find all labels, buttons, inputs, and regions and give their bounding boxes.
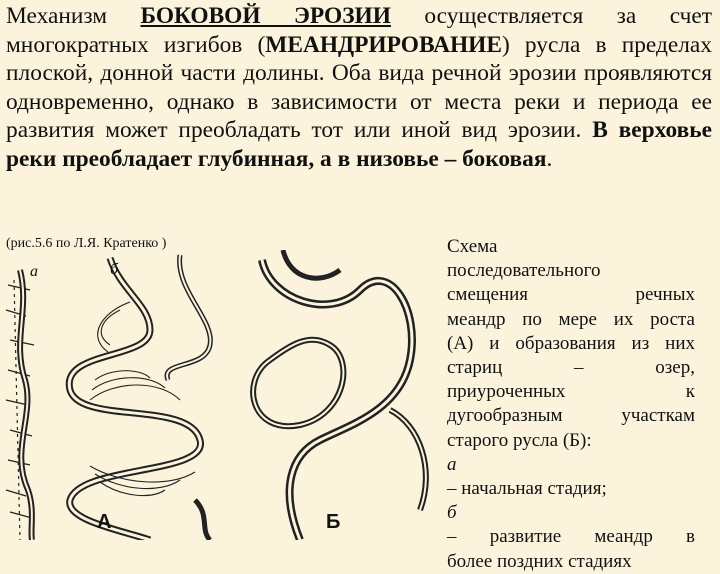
side-description bbox=[447, 235, 695, 574]
label-panel-B: Б bbox=[326, 511, 341, 533]
meander-diagram bbox=[0, 250, 440, 540]
side-line: (А) и образования из них bbox=[447, 332, 695, 354]
intro-paragraph bbox=[6, 2, 712, 173]
side-line bbox=[447, 501, 695, 549]
intro-text-1: Механизм bbox=[6, 3, 141, 29]
intro-text-2: осуществляется за счет многократных изгибов ( bbox=[6, 3, 712, 58]
stage-b-text: – развитие меандр в bbox=[447, 526, 695, 548]
panel-a bbox=[6, 255, 210, 540]
stage-a-marker: а bbox=[447, 453, 457, 475]
side-line: более поздних стадиях bbox=[447, 550, 632, 572]
side-line: дугообразным участкам bbox=[447, 405, 695, 427]
stage-b-marker: б bbox=[447, 502, 457, 524]
intro-text-3: ) русла в пределах плоской, донной части долины. Оба вида речной эрозии проявляются одновременно, однако в зависимости от места реки и периода ее развития может преобладать тот или иной вид эрозии. bbox=[6, 31, 713, 143]
river-stage-b-lower bbox=[195, 500, 210, 540]
panel-b bbox=[253, 250, 426, 540]
side-line: меандр по мере их роста bbox=[447, 308, 695, 330]
figure-caption: (рис.5.6 по Л.Я. Кратенко ) bbox=[6, 236, 167, 251]
side-line: стариц – озер, bbox=[447, 357, 695, 379]
label-panel-A: А bbox=[97, 511, 112, 533]
label-a-small: а bbox=[30, 263, 38, 280]
side-line: Схема bbox=[447, 236, 498, 257]
side-line: смещения речных bbox=[447, 284, 695, 306]
side-line: последовательного bbox=[447, 260, 601, 282]
label-b-small: б bbox=[110, 261, 119, 278]
term-meandering: МЕАНДРИРОВАНИЕ bbox=[265, 31, 502, 58]
side-line: старого русла (Б): bbox=[447, 429, 592, 451]
river-b-upper bbox=[283, 250, 340, 278]
side-line: приуроченных к bbox=[447, 381, 695, 403]
term-lateral-erosion: БОКОВОЙ ЭРОЗИИ bbox=[140, 3, 391, 29]
stage-a-text: – начальная стадия; bbox=[447, 478, 607, 500]
intro-conclusion: В верховье реки преобладает глубинная, а в низовье – боковая bbox=[6, 117, 712, 172]
side-line bbox=[447, 453, 695, 501]
oxbow-lake bbox=[253, 340, 343, 427]
intro-period: . bbox=[546, 145, 553, 172]
